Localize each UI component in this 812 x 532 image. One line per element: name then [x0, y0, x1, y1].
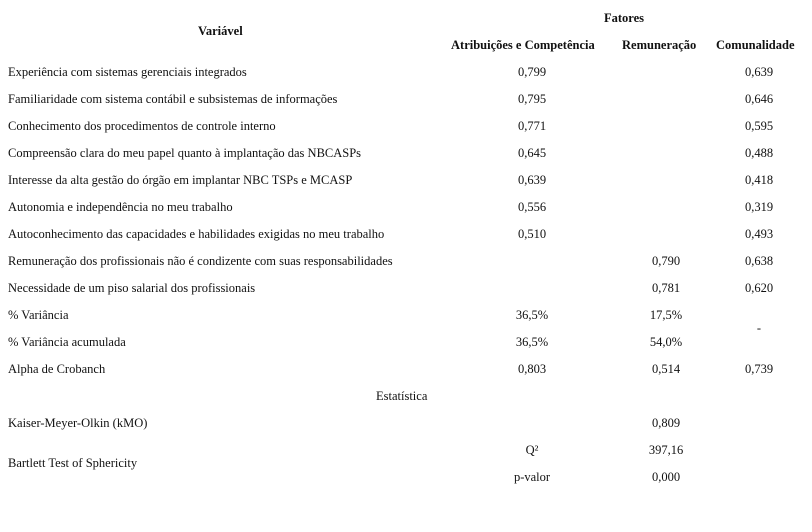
cell-atrib: 0,799	[517, 65, 547, 79]
cell-remun: 17,5%	[649, 308, 683, 322]
cell-comun: 0,639	[744, 65, 774, 79]
row-label: % Variância	[8, 308, 69, 322]
cell-comun: 0,646	[744, 92, 774, 106]
cell-remun: 0,514	[651, 362, 681, 376]
header-col-comunalidade: Comunalidade	[716, 38, 795, 52]
cell-atrib: 0,510	[517, 227, 547, 241]
header-col-atribuicoes: Atribuições e Competência	[451, 38, 595, 52]
row-label: % Variância acumulada	[8, 335, 126, 349]
header-variavel: Variável	[198, 24, 243, 38]
header-fatores: Fatores	[604, 11, 645, 25]
cell-atrib: 0,795	[517, 92, 547, 106]
cell-comun: 0,319	[744, 200, 774, 214]
cell-comun: 0,595	[744, 119, 774, 133]
cell-comun: 0,620	[744, 281, 774, 295]
cell-comun: 0,418	[744, 173, 774, 187]
row-label: Experiência com sistemas gerenciais integrados	[8, 65, 247, 79]
cell-comun: 0,638	[744, 254, 774, 268]
row-label: Alpha de Crobanch	[8, 362, 106, 376]
row-label: Necessidade de um piso salarial dos profissionais	[8, 281, 256, 295]
cell-atrib: 0,771	[517, 119, 547, 133]
cell-atrib: 0,556	[517, 200, 547, 214]
header-col-remuneracao: Remuneração	[622, 38, 697, 52]
q2-label: Q²	[525, 443, 539, 457]
variance-comun-dash: -	[756, 321, 762, 335]
bartlett-label: Bartlett Test of Sphericity	[8, 456, 138, 470]
row-label: Autoconhecimento das capacidades e habilidades exigidas no meu trabalho	[8, 227, 385, 241]
cell-remun: 0,781	[651, 281, 681, 295]
row-label: Interesse da alta gestão do órgão em implantar NBC TSPs e MCASP	[8, 173, 353, 187]
cell-atrib: 0,639	[517, 173, 547, 187]
stats-heading: Estatística	[376, 389, 428, 403]
kmo-label: Kaiser-Meyer-Olkin (kMO)	[8, 416, 148, 430]
cell-remun: 54,0%	[649, 335, 683, 349]
row-label: Remuneração dos profissionais não é condizente com suas responsabilidades	[8, 254, 393, 268]
row-label: Conhecimento dos procedimentos de controle interno	[8, 119, 276, 133]
cell-atrib: 0,645	[517, 146, 547, 160]
row-label: Compreensão clara do meu papel quanto à implantação das NBCASPs	[8, 146, 362, 160]
kmo-value: 0,809	[651, 416, 681, 430]
cell-comun: 0,488	[744, 146, 774, 160]
cell-comun: 0,493	[744, 227, 774, 241]
cell-comun: 0,739	[744, 362, 774, 376]
row-label: Familiaridade com sistema contábil e subsistemas de informações	[8, 92, 338, 106]
q2-value: 397,16	[648, 443, 684, 457]
p-value: 0,000	[651, 470, 681, 484]
p-value-label: p-valor	[513, 470, 551, 484]
cell-atrib: 0,803	[517, 362, 547, 376]
cell-atrib: 36,5%	[515, 308, 549, 322]
row-label: Autonomia e independência no meu trabalho	[8, 200, 233, 214]
cell-atrib: 36,5%	[515, 335, 549, 349]
cell-remun: 0,790	[651, 254, 681, 268]
